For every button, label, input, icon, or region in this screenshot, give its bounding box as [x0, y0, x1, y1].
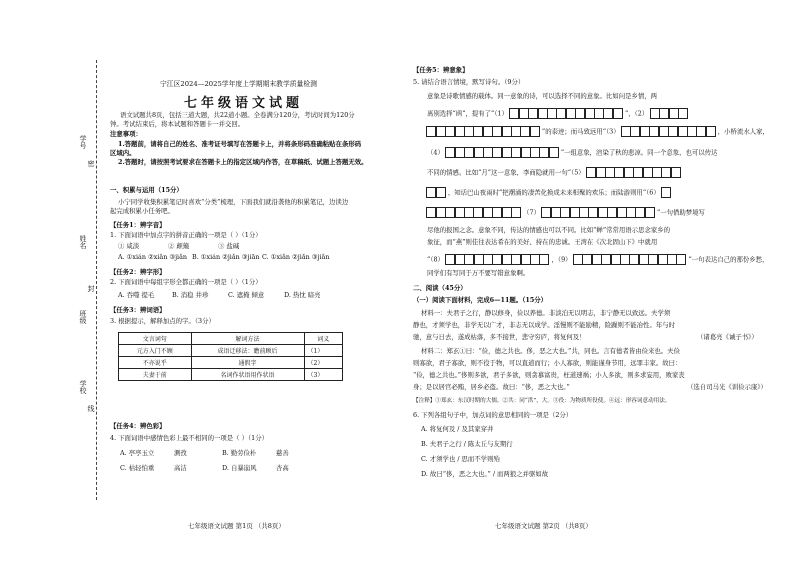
question-4: 4. 下面词语中感情色彩上最不相同的一项是（ ）（1分） — [110, 434, 269, 442]
paragraph-line: （4） ”一组意象，渲染了秋的悲凉。同一个意象，也可以传达 — [427, 148, 718, 157]
material-source: （选自司马光《训俭示康》） — [687, 383, 767, 391]
material-line: 则寡欲，君子寡欲，则不役于物，可以直道而行；小人寡欲，则能谨身节用，远罪丰家。故曰： — [413, 359, 682, 367]
paragraph-line: “（8） ，（9） ”一句表达自己的那份乡愁， — [427, 255, 769, 264]
binding-label-student-id: 学号 — [79, 135, 87, 149]
table-header: 解词方法 — [191, 333, 304, 345]
q2-option: A. 吞噬 提毛 — [118, 291, 155, 299]
q4-option: 慈善 — [276, 449, 289, 457]
paragraph-line: 离别选择“鸥”，提有了“（1） ”，（2） — [427, 108, 688, 119]
task-heading: 【任务2：辨字形】 — [110, 268, 166, 276]
q2-option: B. 消稳 井珍 — [172, 291, 209, 299]
subsection-title: （一）阅读下面材料，完成6—11题。（15分） — [413, 296, 548, 304]
paragraph-line: 象征，而“燕”则佳往表达希在的美好、持在的忠诚。王湾在《次北固山下》中就用 — [427, 238, 658, 246]
q4-option: C. 枯轻怕重 — [120, 464, 155, 472]
q4-option: 杏高 — [276, 464, 289, 472]
q6-option: B. 夫君子之行 / 陈太丘与友期行 — [421, 440, 513, 448]
q6-option: C. 才须学也 / 思而不学则殆 — [421, 455, 500, 463]
answer-grid[interactable] — [574, 254, 687, 265]
q2-option: D. 热忱 暗亮 — [284, 291, 321, 299]
binding-label-school: 学校 — [79, 380, 87, 394]
intro-line: 钟。考试结束后，将本试题和答题卡一并交回。 — [110, 120, 245, 128]
question-5: 5. 请结合语言情境，默写诗句。（9分） — [413, 78, 525, 86]
material-line: “俭，德之共也。”侈则多欲，君子多欲，则贪慕富贵，枉道速祸；小人多欲，则多求妄用，败家丧 — [413, 371, 685, 379]
q4-option: 高洁 — [174, 464, 187, 472]
q1-option: A. ①xián ②xiǎn ③jiǎn — [118, 253, 188, 261]
section-lead: 小宁同学收集积累笔记时喜欢“分类”梳理，下面我们就沿袭他的积累笔记，边读边 — [118, 198, 349, 206]
paragraph-line: ，知话巴山夜雨时”把潮涌的凄苦化换成未来相聚的欢乐；而陆游则用“（6） — [427, 187, 671, 198]
material-line: 驰，意与日去，遂成枯落，多不接世，悲守穷庐，将复何及！ — [413, 333, 586, 341]
binding-seal-char: 线 — [87, 405, 95, 412]
question-2: 2. 下面词语中每组字形全都正确的一项是（ ）（1分） — [110, 278, 262, 286]
q1-option: C. ①xiǎn ②jiǎn ③jiǎn — [262, 253, 330, 261]
paragraph-line: 同学们有写同于万不要写错意象啊。 — [427, 269, 530, 277]
footnote: 【注释】①郑玄：东汉时期的大儒。②共：同“洪”，大。③役：为物质所役使。④远：形容词意动用法。 — [413, 398, 671, 404]
material-line: 身；是以居官必贿，居乡必盗。故曰：“侈，恶之大也。” — [413, 383, 570, 391]
q1-option: B. ①xián ②jiǎn ③jiān — [192, 253, 260, 261]
answer-grid[interactable] — [542, 207, 655, 218]
q6-option: A. 将复何及 / 及其家穿井 — [421, 425, 494, 433]
notice-line: 2.答题时，请按照考试要求在答题卡上的指定区域内作答，在草稿纸、试题上答题无效。 — [118, 158, 368, 166]
question-6: 6. 下列各组句子中，加点词的意思相同的一项是（2分） — [413, 411, 573, 419]
main-title: 七年级语文试题 — [184, 96, 304, 111]
right-page — [397, 0, 794, 561]
intro-line: 语文试题共8页，包括三道大题，共22道小题。全卷满分120分，考试时间为120分 — [120, 111, 355, 119]
question-3: 3. 根据提示，解释加点的字。（3分） — [110, 317, 215, 325]
paragraph-line: 不同的情感。比如“月”这一意象，李商隐就用一句“（5） — [427, 167, 681, 178]
question-1: 1. 下面词语中加点字的拼音正确的一项是（ ）（1分） — [110, 231, 262, 239]
task-heading: 【任务4：辨色彩】 — [110, 422, 166, 430]
task-heading: 【任务3：辨词语】 — [110, 306, 166, 314]
paragraph-line: ”的泰迹；而马致远用“（3） ，小桥流水人家， — [427, 126, 769, 137]
q4-option: D. 自暴崩风 — [222, 464, 257, 472]
notice-line: 区域内。 — [110, 149, 136, 157]
q3-table — [118, 332, 343, 381]
task-heading: 【任务5：辨意象】 — [413, 66, 469, 74]
answer-grid[interactable] — [650, 108, 688, 119]
paragraph-line: （7） ”一句借助梦境写 — [427, 207, 705, 218]
exam-title: 宁江区2024—2025学年度上学期期末教学质量检测 — [160, 80, 317, 88]
binding-seal-char: 封 — [87, 285, 95, 292]
page-footer: 七年级语文试题 第1页 （共8页） — [188, 522, 285, 530]
notice-title: 注意事项： — [110, 130, 142, 138]
material-line: 静也，才须学也，非学无以广才，非志无以成学。淫慢则不能励精，险躁则不能冶性。年与时 — [413, 321, 676, 329]
answer-grid[interactable] — [662, 187, 671, 198]
table-row: 不亦说乎 通假字 （2） — [119, 357, 343, 369]
material-source: （诸葛亮《诫子书》） — [697, 333, 758, 341]
q4-option: 测孜 — [174, 449, 187, 457]
section-title: 二、阅读（45分） — [413, 284, 467, 292]
table-header: 词义 — [304, 333, 343, 345]
section-lead: 起完成积累小任务吧。 — [110, 207, 174, 215]
notice-line: 1.答题前，请将自己的姓名、准考证号填写在答题卡上，并将条形码准确粘贴在条形码 — [118, 140, 362, 148]
q4-option: B. 勤劳俭朴 — [222, 449, 257, 457]
material-line: 材料一：夫君子之行，静以修身，俭以养德。非淡泊无以明志，非宁静无以致远。夫学须 — [421, 309, 671, 317]
binding-label-class: 班级 — [79, 310, 87, 324]
task-heading: 【任务1：辨字音】 — [110, 221, 166, 229]
answer-grid[interactable] — [587, 167, 681, 178]
paragraph-line: 意象是诗歌情感的载体。同一意象的诗，可以选择不同的意象。比如问是乡情，两 — [427, 92, 658, 100]
answer-grid[interactable] — [427, 207, 521, 218]
answer-grid[interactable] — [446, 147, 559, 158]
answer-grid[interactable] — [427, 187, 446, 198]
q6-option: D. 故曰“侈，恶之大也。” / 而两狼之并驱如故 — [421, 470, 549, 478]
answer-grid[interactable] — [510, 108, 623, 119]
answer-grid[interactable] — [622, 126, 716, 137]
q4-option: A. 亭亭玉立 — [120, 449, 155, 457]
table-row: 元方入门不顾 成语迁移法：瞻前顾后 （1） — [119, 345, 343, 357]
q1-word: ① 咸淡 — [118, 242, 140, 250]
q2-option: C. 遮掩 倾意 — [228, 291, 265, 299]
answer-grid[interactable] — [427, 126, 540, 137]
table-row: 夫妻于前 名词作状语用作状语 （3） — [119, 369, 343, 381]
paragraph-line: 尽他的报国之念。意象不同，传达的情感也可以不同。比如“蝉”常常用语示思念家乡的 — [427, 226, 670, 234]
page-footer: 七年级语文试题 第2页 （共8页） — [495, 522, 592, 530]
binding-label-name: 姓名 — [79, 235, 87, 249]
q1-word: ② 颠簸 — [168, 242, 190, 250]
binding-line — [96, 60, 97, 500]
answer-grid[interactable] — [446, 254, 549, 265]
material-line: 材料二：郑玄①曰：“俭，德之共也。侈，恶之大也。”共，同也。言有德者皆由俭来也。夫俭 — [421, 347, 680, 355]
binding-seal-char: 密 — [87, 160, 95, 167]
table-header: 文言词句 — [119, 333, 192, 345]
section-title: 一、积累与运用（15分） — [110, 186, 183, 194]
q1-word: ③ 盐碱 — [218, 242, 240, 250]
